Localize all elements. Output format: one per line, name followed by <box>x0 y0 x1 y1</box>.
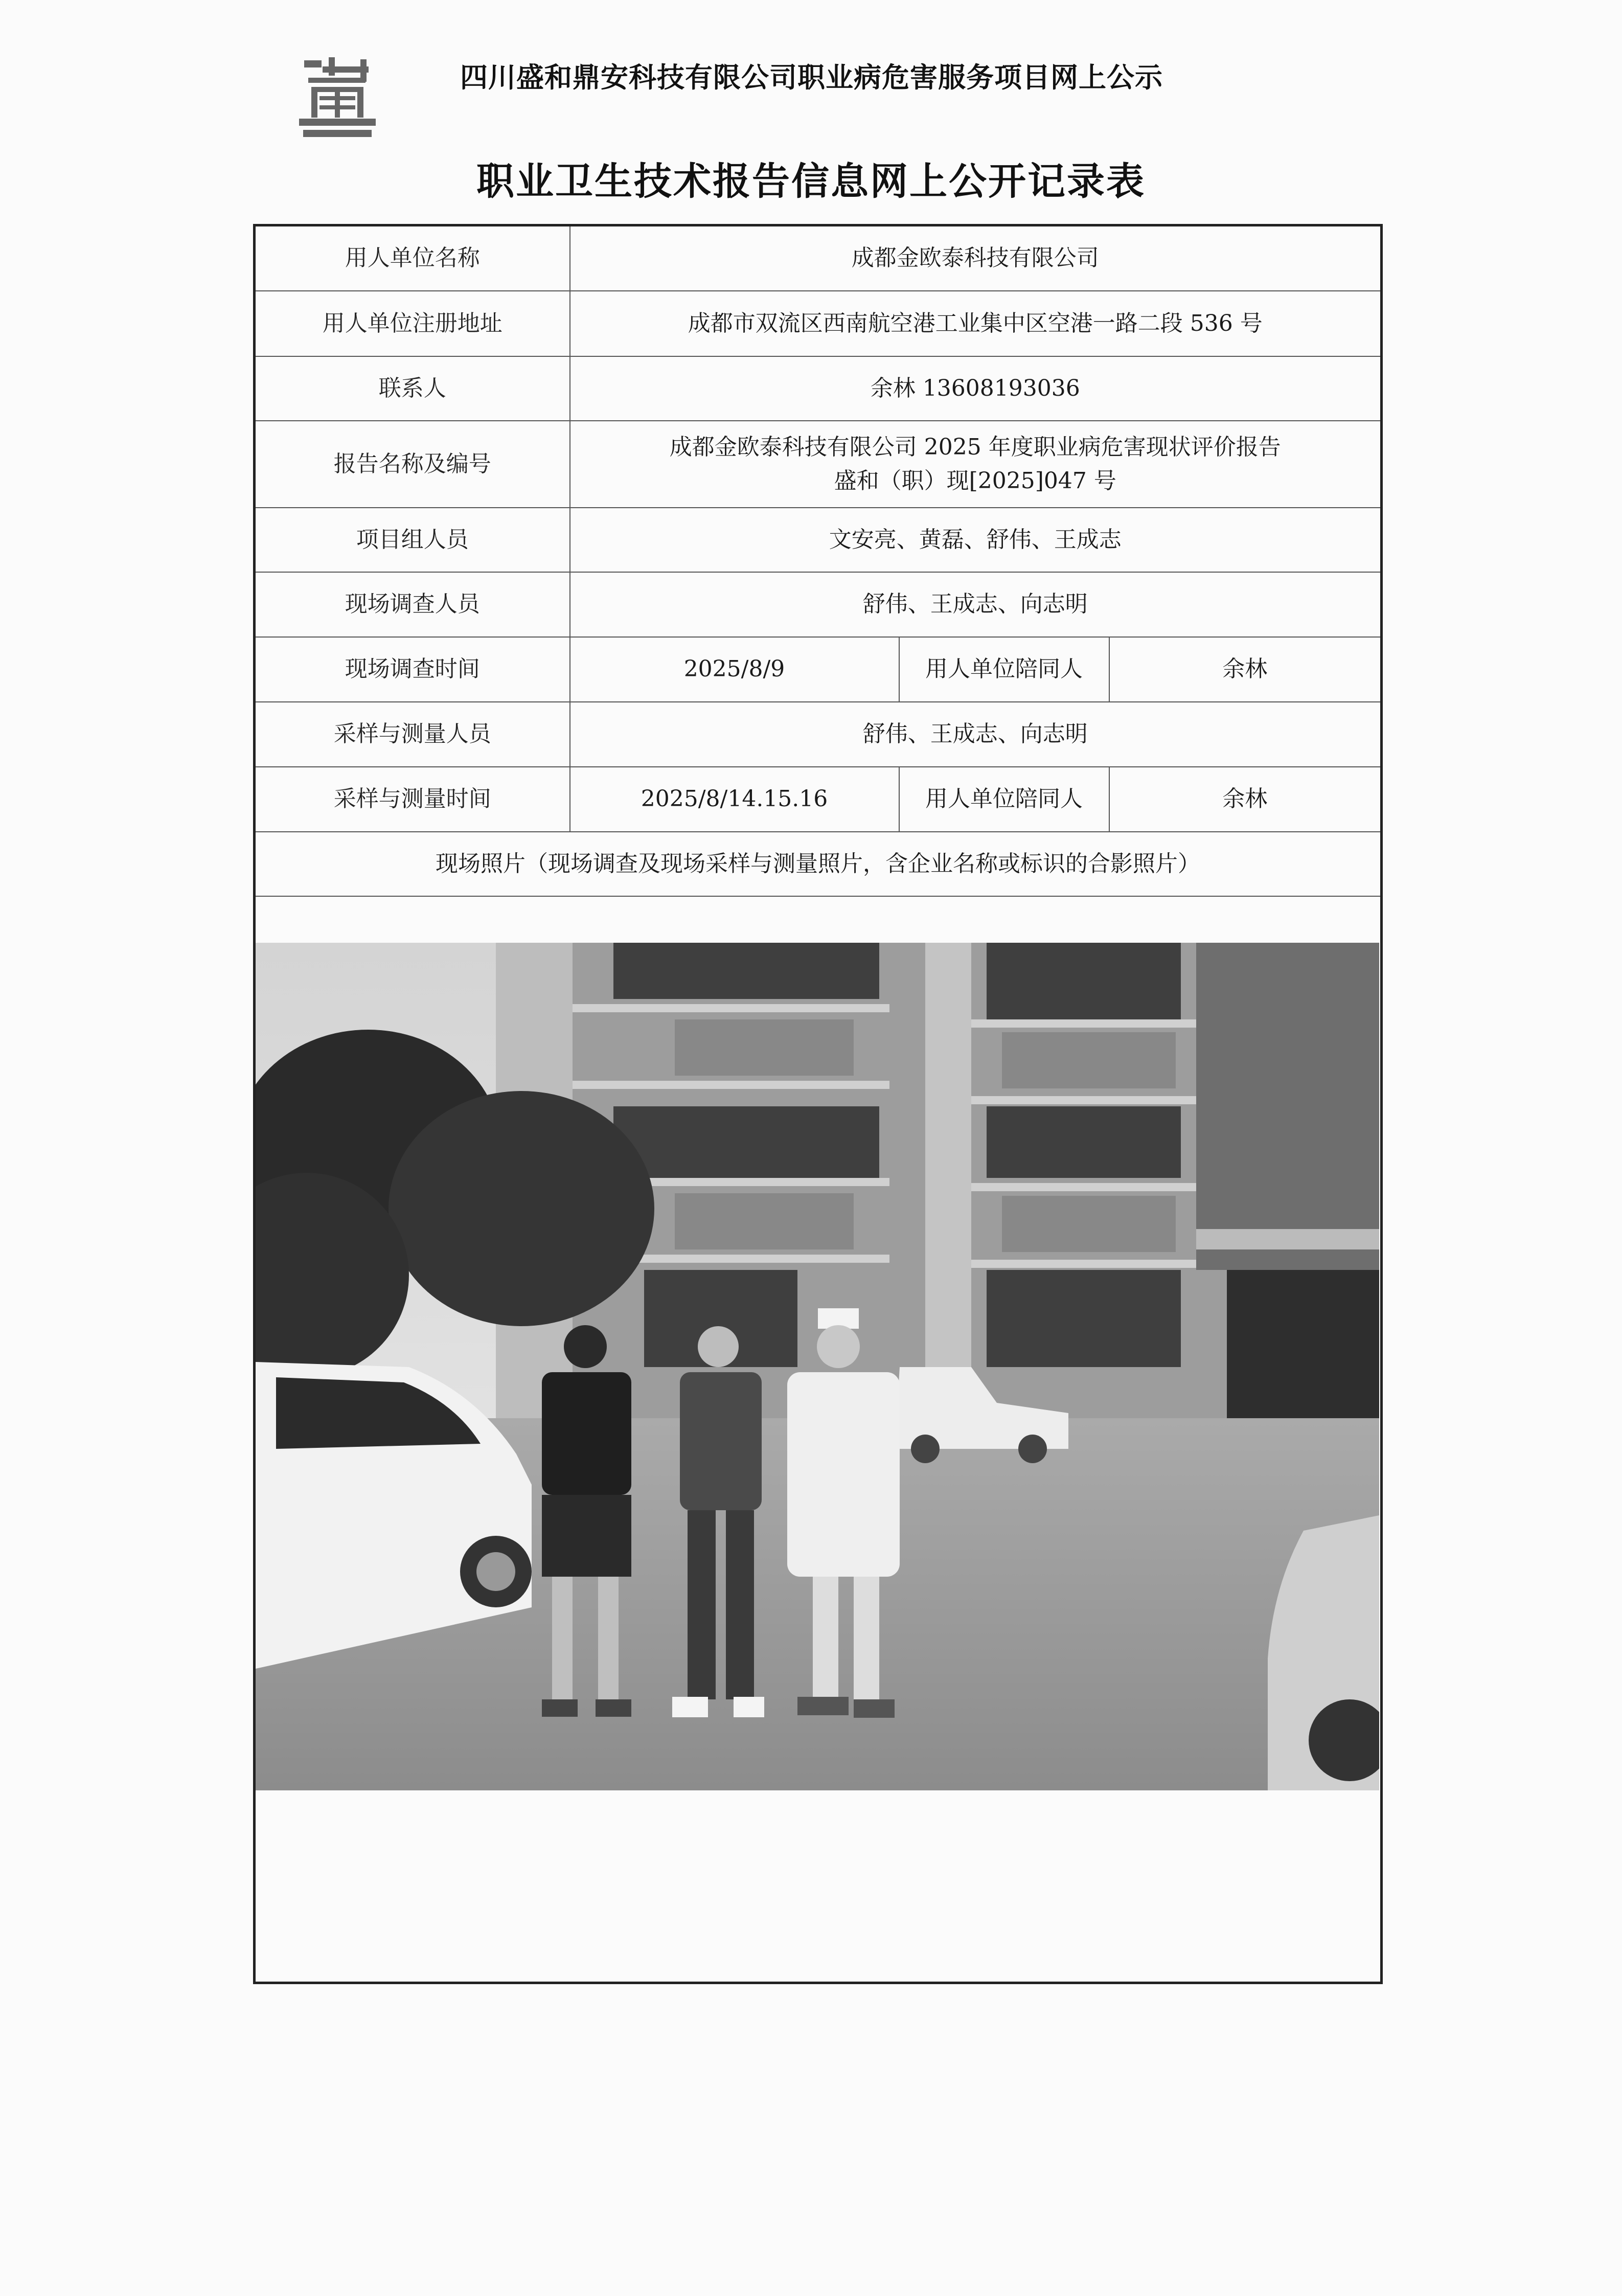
record-table <box>253 224 1383 1984</box>
sampling-time-label: 采样与测量时间 <box>255 767 570 832</box>
report-value <box>570 421 1382 508</box>
row-project-members <box>255 508 1382 572</box>
sampling-time-value: 2025/8/14.15.16 <box>570 767 899 832</box>
photo-cell <box>255 896 1382 1983</box>
row-photos-label <box>255 832 1382 896</box>
survey-time-label: 现场调查时间 <box>255 637 570 702</box>
survey-escort-value: 余林 <box>1109 637 1382 702</box>
project-members-value: 文安亮、黄磊、舒伟、王成志 <box>570 508 1382 572</box>
employer-name-label: 用人单位名称 <box>255 225 570 291</box>
row-survey-time <box>255 637 1382 702</box>
row-report <box>255 421 1382 508</box>
site-group-photo <box>256 943 1379 1790</box>
sampling-escort-label: 用人单位陪同人 <box>899 767 1109 832</box>
survey-staff-label: 现场调查人员 <box>255 572 570 637</box>
company-logo <box>299 57 376 139</box>
report-number: 盛和（职）现[2025]047 号 <box>834 467 1116 494</box>
report-name: 成都金欧泰科技有限公司 2025 年度职业病危害现状评价报告 <box>669 434 1281 460</box>
employer-name-value: 成都金欧泰科技有限公司 <box>570 225 1382 291</box>
document-title: 职业卫生技术报告信息网上公开记录表 <box>476 160 1146 203</box>
photos-label: 现场照片（现场调查及现场采样与测量照片，含企业名称或标识的合影照片） <box>255 832 1382 896</box>
survey-escort-label: 用人单位陪同人 <box>899 637 1109 702</box>
employer-address-value: 成都市双流区西南航空港工业集中区空港一路二段 536 号 <box>570 291 1382 356</box>
row-sampling-time <box>255 767 1382 832</box>
report-label: 报告名称及编号 <box>255 421 570 508</box>
sampling-staff-value: 舒伟、王成志、向志明 <box>570 702 1382 767</box>
sampling-staff-label: 采样与测量人员 <box>255 702 570 767</box>
survey-time-value: 2025/8/9 <box>570 637 899 702</box>
row-employer-address <box>255 291 1382 356</box>
sampling-escort-value: 余林 <box>1109 767 1382 832</box>
contact-value: 余林 13608193036 <box>570 356 1382 421</box>
row-photo <box>255 896 1382 1983</box>
row-sampling-staff <box>255 702 1382 767</box>
row-employer-name <box>255 225 1382 291</box>
row-contact <box>255 356 1382 421</box>
contact-label: 联系人 <box>255 356 570 421</box>
project-members-label: 项目组人员 <box>255 508 570 572</box>
employer-address-label: 用人单位注册地址 <box>255 291 570 356</box>
row-survey-staff <box>255 572 1382 637</box>
survey-staff-value: 舒伟、王成志、向志明 <box>570 572 1382 637</box>
company-notice-header: 四川盛和鼎安科技有限公司职业病危害服务项目网上公示 <box>460 61 1163 94</box>
